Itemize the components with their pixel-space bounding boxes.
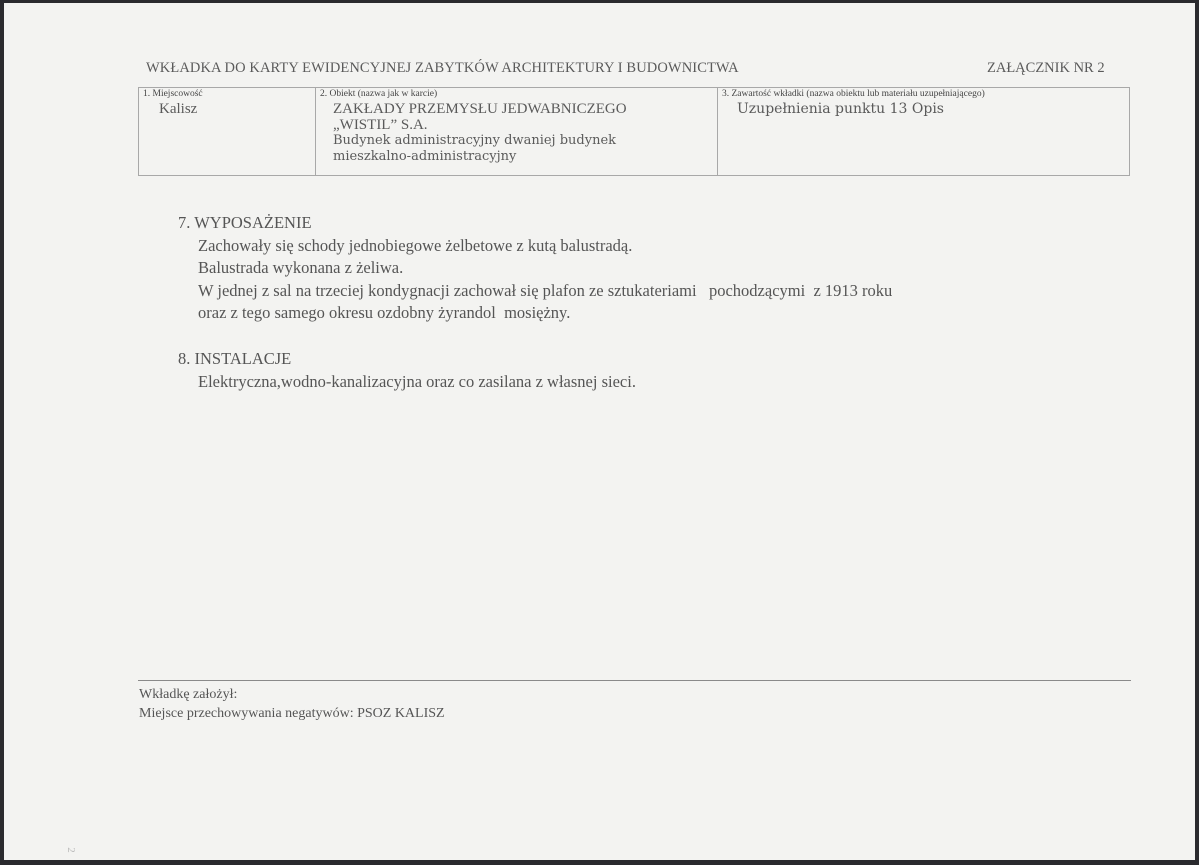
cell-label: 2. Obiekt (nazwa jak w karcie) <box>320 89 438 99</box>
info-table <box>138 87 1130 176</box>
object-name-line: ZAKŁADY PRZEMYSŁU JEDWABNICZEGO <box>333 101 627 117</box>
page-mark: 2 <box>64 847 77 853</box>
created-by-label: Wkładkę założył: <box>139 687 238 702</box>
object-value <box>333 101 627 165</box>
footer <box>139 685 445 723</box>
cell-contents <box>717 88 1129 175</box>
locality-value <box>159 101 197 117</box>
cell-locality <box>139 88 315 175</box>
paragraph-line: W jednej z sal na trzeciej kondygnacji zachował się plafon ze sztukateriami pochodzącymi z 1913 roku <box>198 280 893 300</box>
cell-object <box>315 88 717 175</box>
section-equipment <box>178 212 892 325</box>
document-page <box>4 3 1195 860</box>
contents-value <box>737 101 944 117</box>
paragraph-line: Elektryczna,wodno-kanalizacyjna oraz co zasilana z własnej sieci. <box>198 371 636 391</box>
negatives-location: Miejsce przechowywania negatywów: PSOZ KALISZ <box>139 706 445 721</box>
section-heading: 7. WYPOSAŻENIE <box>178 213 312 232</box>
paragraph-line: oraz z tego samego okresu ozdobny żyrandol mosiężny. <box>198 303 571 322</box>
cell-label: 3. Zawartość wkładki (nazwa obiektu lub materiału uzupełniającego) <box>722 89 985 99</box>
section-body <box>178 371 636 394</box>
document-title: WKŁADKA DO KARTY EWIDENCYJNEJ ZABYTKÓW ARCHITEKTURY I BUDOWNICTWA <box>146 60 739 76</box>
section-installations <box>178 348 636 393</box>
object-name-line: „WISTIL” S.A. <box>333 117 428 133</box>
cell-label: 1. Miejscowość <box>143 89 203 99</box>
object-desc-line: Budynek administracyjny dwaniej budynek <box>333 133 617 148</box>
contents-text: Uzupełnienia punktu 13 Opis <box>737 101 944 117</box>
locality-text: Kalisz <box>159 101 198 117</box>
paragraph-line: Zachowały się schody jednobiegowe żelbetowe z kutą balustradą. <box>198 235 633 255</box>
footer-divider <box>138 680 1131 681</box>
object-desc-line: mieszkalno-administracyjny <box>333 149 517 164</box>
section-body <box>178 235 892 325</box>
section-heading: 8. INSTALACJE <box>178 349 292 368</box>
annex-number: ZAŁĄCZNIK NR 2 <box>987 60 1105 76</box>
paragraph-line: Balustrada wykonana z żeliwa. <box>198 258 404 277</box>
